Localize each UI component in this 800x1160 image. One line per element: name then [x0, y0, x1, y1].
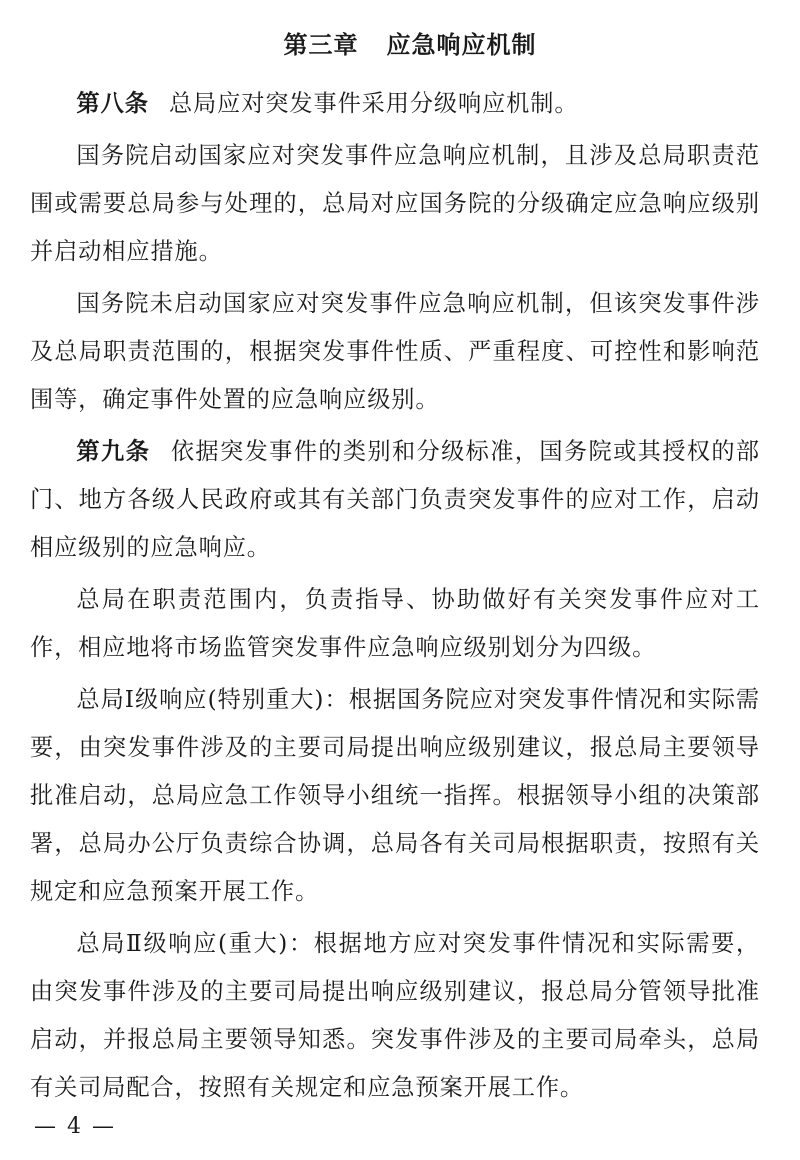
chapter-name: 应急响应机制: [386, 31, 537, 59]
article-8-text: 总局应对突发事件采用分级响应机制。: [168, 90, 579, 117]
page-number: — 4 —: [34, 1114, 116, 1139]
article-8-heading: 第八条: [76, 90, 149, 117]
article-9-heading: 第九条: [76, 438, 151, 465]
article-8-first-paragraph: [30, 80, 760, 128]
article-8-paragraph-2: 国务院启动国家应对突发事件应急响应机制，且涉及总局职责范围或需要总局参与处理的，总局对应国务院的分级确定应急响应级别并启动相应措施。: [30, 142, 760, 265]
article-8-paragraph-3: 国务院未启动国家应对突发事件应急响应机制，但该突发事件涉及总局职责范围的，根据突发事件性质、严重程度、可控性和影响范围等，确定事件处置的应急响应级别。: [30, 290, 760, 413]
article-9-paragraph-4: 总局Ⅱ级响应(重大)：根据地方应对突发事件情况和实际需要，由突发事件涉及的主要司局提出响应级别建议，报总局分管领导批准启动，并报总局主要领导知悉。突发事件涉及的主要司局牵头，总局有关司局配合，按照有关规定和应急预案开展工作。: [30, 930, 760, 1101]
chapter-title: [30, 28, 760, 62]
article-9-paragraph-2: 总局在职责范围内，负责指导、协助做好有关突发事件应对工作，相应地将市场监管突发事件应急响应级别划分为四级。: [30, 586, 760, 661]
article-9-first-paragraph: [30, 428, 760, 572]
article-9-paragraph-3: 总局Ⅰ级响应(特别重大)：根据国务院应对突发事件情况和实际需要，由突发事件涉及的主要司局提出响应级别建议，报总局主要领导批准启动，总局应急工作领导小组统一指挥。根据领导小组的决策部署，总局办公厅负责综合协调，总局各有关司局根据职责，按照有关规定和应急预案开展工作。: [30, 686, 760, 905]
article-9-text: 依据突发事件的类别和分级标准，国务院或其授权的部门、地方各级人民政府或其有关部门负责突发事件的应对工作，启动相应级别的应急响应。: [30, 438, 760, 561]
chapter-number: 第三章: [283, 31, 359, 59]
